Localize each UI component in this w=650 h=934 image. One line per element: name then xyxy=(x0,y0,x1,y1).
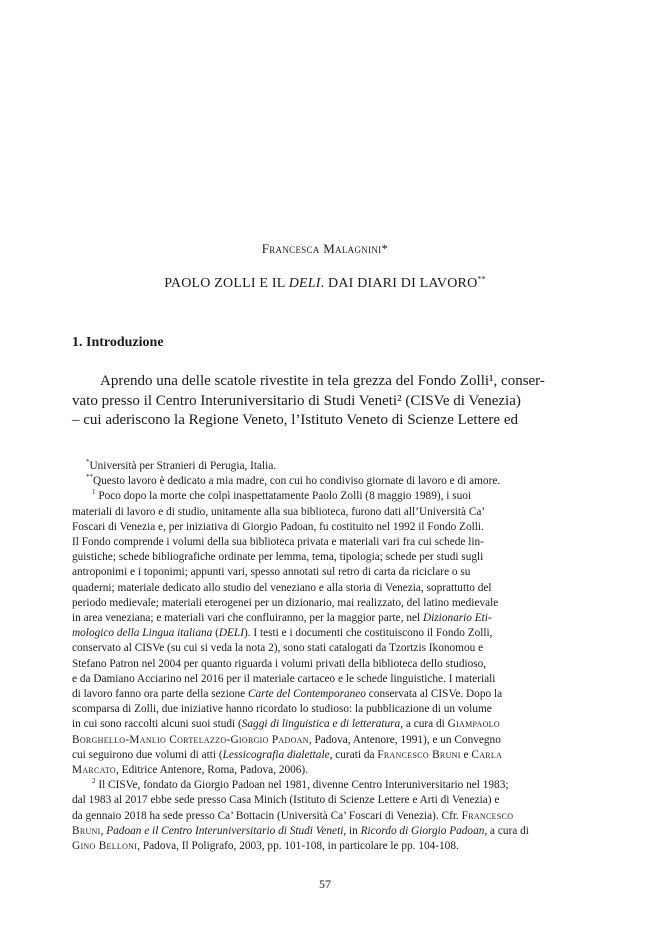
footnote-1-line: scomparsa di Zolli, due iniziative hanno ricordato lo studioso: la pubblicazione di un volume xyxy=(72,703,492,716)
footnote-1-line: Borghello-Manlio Cortelazzo-Giorgio Padoan, Padova, Antenore, 1991), e un Convegno xyxy=(72,733,501,746)
footnote-2-line: Gino Belloni, Padova, Il Poligrafo, 2003, pp. 101-108, in particolare le pp. 104-108. xyxy=(72,840,459,853)
footnote-1-line: conservato al CISVe (su cui si veda la nota 2), sono stati catalogati da Tzortzis Ikonomou e xyxy=(72,642,484,655)
footnote-1-line: mologico della Lingua italiana (DELI). I testi e i documenti che costituiscono il Fondo Zolli, xyxy=(72,627,493,640)
body-line: – cui aderiscono la Regione Veneto, l’Istituto Veneto di Scienze Lettere ed xyxy=(72,412,518,428)
footnote-1-line: in cui sono raccolti alcuni suoi studi (Saggi di linguistica e di letteratura, a cura di Giampaolo xyxy=(72,718,500,731)
author-name: Francesca Malagnini* xyxy=(261,241,389,256)
footnote-affiliation: *Università per Stranieri di Perugia, Italia. xyxy=(86,458,277,472)
footnotes xyxy=(72,459,580,854)
footnote-2-line: da gennaio 2018 ha sede presso Ca’ Bottacin (Università Ca’ Foscari di Venezia). Cfr. Francesco xyxy=(72,809,514,822)
footnote-1-line: Foscari di Venezia e, per iniziativa di Giorgio Padoan, fu costituito nel 1992 il Fondo Zolli. xyxy=(72,520,484,533)
footnote-1-line: Marcato, Editrice Antenore, Roma, Padova, 2006). xyxy=(72,764,309,777)
body-paragraph xyxy=(72,372,580,431)
footnote-1-line: periodo medievale; materiali eterogenei per un dizionario, mai realizzato, del latino medievale xyxy=(72,596,499,609)
footnote-1-line: materiali di lavoro e di studio, unitamente alla sua biblioteca, furono dati all’Università Ca’ xyxy=(72,505,486,518)
body-line: vato presso il Centro Interuniversitario di Studi Veneti² (CISVe di Venezia) xyxy=(72,392,521,409)
footnote-1-line: cui seguirono due volumi di atti (Lessicografia dialettale, curati da Francesco Bruni e Carla xyxy=(72,748,503,761)
footnote-dedication: **Questo lavoro è dedicato a mia madre, con cui ho condiviso giornate di lavoro e di amore. xyxy=(86,473,501,488)
footnote-2-line: dal 1983 al 2017 ebbe sede presso Casa Minich (Istituto di Scienze Lettere e Arti di Venezia) e xyxy=(72,794,500,807)
footnote-1-line: antroponimi e i toponimi; appunti vari, spesso annotati sul retro di carta da riciclare o su xyxy=(72,566,471,579)
footnote-1-line: Il Fondo comprende i volumi della sua biblioteca privata e materiali vari fra cui schede lin- xyxy=(72,536,484,549)
section-heading: 1. Introduzione xyxy=(72,335,164,350)
footnote-1-line: Stefano Patron nel 2004 per quanto riguarda i volumi privati della biblioteca dello studioso, xyxy=(72,657,487,670)
footnote-1-line: $^1$ Poco dopo la morte che colpì inaspettatamente Paolo Zolli (8 maggio 1989), i suoi xyxy=(92,488,472,503)
footnote-1-line: in area veneziana; e materiali vari che confluiranno, per la maggior parte, nel Dizionario Eti- xyxy=(72,612,492,625)
footnote-1-line: e da Damiano Acciarino nel 2016 per il materiale cartaceo e le schede linguistiche. I materiali xyxy=(72,672,496,685)
body-line: Aprendo una delle scatole rivestite in tela grezza del Fondo Zolli¹, conser- xyxy=(100,373,545,389)
footnote-2-line: $^2$ Il CISVe, fondato da Giorgio Padoan nel 1981, divenne Centro Interuniversitario nel 1983; xyxy=(92,777,509,792)
footnote-1-line: guistiche; schede bibliografiche ordinate per lemma, tema, tipologia; schede per studi sugli xyxy=(72,551,484,564)
footnote-1-line: quaderni; materiale dedicato allo studio del veneziano e alla storia di Venezia, soprattutto del xyxy=(72,581,492,594)
article-title: PAOLO ZOLLI E IL DELI. DAI DIARI DI LAVORO** xyxy=(164,274,486,291)
page-number: 57 xyxy=(319,877,331,891)
footnote-1-line: di lavoro fanno ora parte della sezione Carte del Contemporaneo conservata al CISVe. Dopo la xyxy=(72,688,503,701)
footnote-2-line: Bruni, Padoan e il Centro Interuniversitario di Studi Veneti, in Ricordo di Giorgio Padoan, a cura di xyxy=(72,824,529,837)
